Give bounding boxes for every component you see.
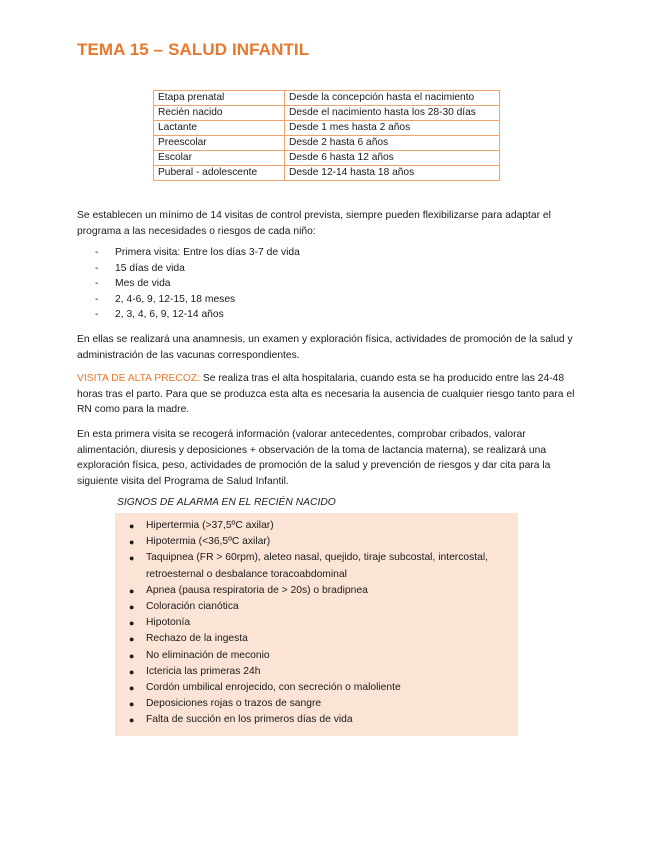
list-item (95, 245, 300, 261)
list-item (125, 696, 510, 712)
table-row (154, 136, 500, 151)
list-item-text: 15 días de vida (115, 262, 185, 274)
alarm-signs-heading: SIGNOS DE ALARMA EN EL RECIÉN NACIDO (117, 497, 336, 508)
period-cell: Desde el nacimiento hasta los 28-30 días (285, 106, 500, 121)
list-item (125, 664, 510, 680)
list-item-text: Ictericia las primeras 24h (146, 665, 261, 677)
period-cell: Desde 1 mes hasta 2 años (285, 121, 500, 136)
list-item-text: Taquipnea (FR > 60rpm), aleteo nasal, quejido, tiraje subcostal, intercostal, retroesternal o desbalance toracoabdominal (146, 552, 488, 580)
list-item (95, 292, 300, 308)
bullet-icon: ● (129, 553, 135, 564)
list-item-text: Hipertermia (>37,5ºC axilar) (146, 520, 274, 531)
stage-cell: Etapa prenatal (154, 91, 285, 106)
stage-cell: Recién nacido (154, 106, 285, 121)
list-item-text: Cordón umbilical enrojecido, con secreción o maloliente (146, 682, 401, 694)
list-item-text: No eliminación de meconio (146, 649, 270, 661)
list-item-text: Hipotermia (<36,5ºC axilar) (146, 536, 271, 548)
period-cell: Desde 2 hasta 6 años (285, 136, 500, 151)
early-discharge-label: VISITA DE ALTA PRECOZ: (77, 373, 201, 384)
dash-marker: - (95, 278, 99, 289)
list-item (95, 307, 300, 323)
list-item-text: Mes de vida (115, 278, 171, 289)
bullet-icon: ● (129, 602, 135, 613)
list-item-text: Deposiciones rojas o trazos de sangre (146, 698, 322, 710)
bullet-icon: ● (129, 650, 135, 661)
list-item-text: Apnea (pausa respiratoria de > 20s) o bradipnea (146, 584, 368, 596)
development-stages-table (153, 90, 500, 181)
table-row (154, 91, 500, 106)
dash-marker: - (95, 262, 99, 274)
visits-list (95, 245, 300, 323)
dash-marker: - (95, 309, 99, 320)
bullet-icon: ● (129, 715, 135, 726)
first-visit-paragraph: En esta primera visita se recogerá información (valorar antecedentes, comprobar cribados, valorar alimentación, diuresis y deposiciones + observación de la toma de lactancia materna), se realizará una exploración física, peso, actividades de promoción de la salud y prevención de riesgos y dar cita para la siguiente visita del Programa de Salud Infantil. (77, 429, 551, 487)
list-item-text: Hipotonía (146, 617, 191, 629)
table-row (154, 166, 500, 181)
page-title: TEMA 15 – SALUD INFANTIL (77, 40, 310, 59)
stage-cell: Puberal - adolescente (154, 166, 285, 181)
list-item-text: 2, 3, 4, 6, 9, 12-14 años (115, 309, 224, 320)
list-item-text: Falta de succión en los primeros días de vida (146, 714, 353, 726)
intro-paragraph: Se establecen un mínimo de 14 visitas de control prevista, siempre pueden flexibilizarse para adaptar el programa a las necesidades o riesgos de cada niño: (77, 210, 551, 237)
activities-paragraph: En ellas se realizará una anamnesis, un examen y exploración física, actividades de promoción de la salud y administración de las vacunas correspondientes. (77, 334, 573, 361)
stage-cell: Lactante (154, 121, 285, 136)
bullet-icon: ● (129, 634, 135, 645)
dash-marker: - (95, 293, 99, 305)
dash-marker: - (95, 247, 99, 258)
list-item (125, 648, 510, 664)
list-item-text: 2, 4-6, 9, 12-15, 18 meses (115, 293, 236, 305)
stage-cell: Escolar (154, 151, 285, 166)
list-item-text: Rechazo de la ingesta (146, 633, 248, 645)
early-discharge-text: Se realiza tras el alta hospitalaria, cuando esta se ha producido entre las 24-48 horas tras el parto. Para que se produzca esta alta es necesaria la ausencia de cualquier riesgo tanto para el RN como para la madre. (77, 373, 575, 416)
period-cell: Desde 12-14 hasta 18 años (285, 166, 500, 181)
bullet-icon: ● (129, 618, 135, 629)
table-row (154, 106, 500, 121)
bullet-icon: ● (129, 699, 135, 710)
bullet-icon: ● (129, 585, 135, 596)
list-item (125, 631, 510, 647)
list-item (125, 518, 510, 534)
list-item-text: Primera visita: Entre los días 3-7 de vida (115, 247, 300, 258)
stage-cell: Preescolar (154, 136, 285, 151)
list-item (125, 550, 510, 582)
list-item-text: Coloración cianótica (146, 601, 239, 613)
early-discharge-paragraph (77, 371, 582, 418)
list-item (95, 261, 300, 277)
list-item (125, 534, 510, 550)
list-item (125, 599, 510, 615)
list-item (125, 615, 510, 631)
bullet-icon: ● (129, 683, 135, 694)
list-item (125, 583, 510, 599)
bullet-icon: ● (129, 521, 135, 531)
table-row (154, 151, 500, 166)
period-cell: Desde 6 hasta 12 años (285, 151, 500, 166)
table-row (154, 121, 500, 136)
bullet-icon: ● (129, 537, 135, 548)
list-item (125, 712, 510, 728)
period-cell: Desde la concepción hasta el nacimiento (285, 91, 500, 106)
list-item (125, 680, 510, 696)
alarm-signs-list (125, 518, 510, 729)
bullet-icon: ● (129, 666, 135, 677)
list-item (95, 276, 300, 292)
